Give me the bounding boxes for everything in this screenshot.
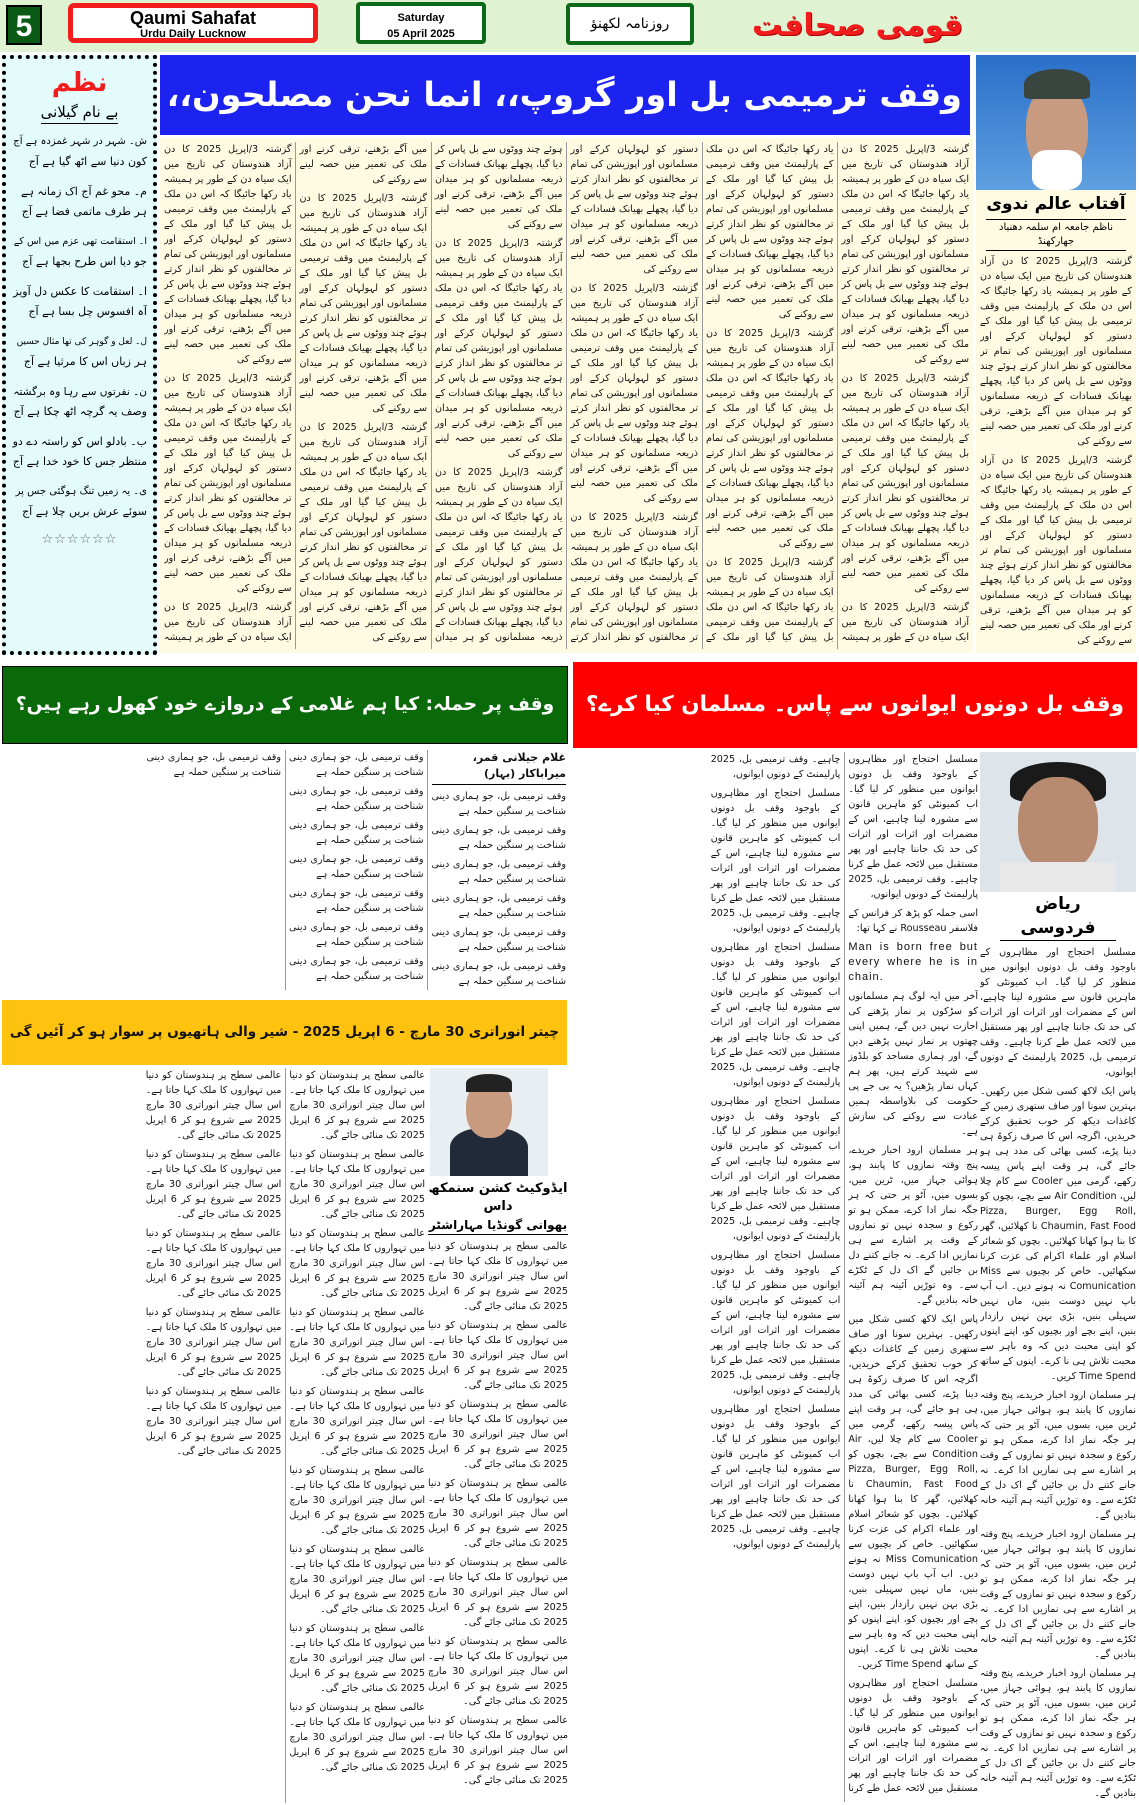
poem-stanza <box>12 182 147 222</box>
article-paragraph: عالمی سطح پر ہندوستان کو دنیا میں تہواروں کا ملک کہا جاتا ہے۔ اس سال چیتر انوراتری 30 مارچ 2025 سے شروع ہو کر 6 اپریل 2025 تک منائی جائے گی۔ <box>145 1149 282 1220</box>
poem-box <box>2 55 157 655</box>
newspaper-logo: قومی صحافت <box>751 8 964 43</box>
article-paragraph: وقف ترمیمی بل، جو ہماری دینی شناخت پر سنگین حملہ ہے <box>289 854 424 880</box>
article-paragraph: عالمی سطح پر ہندوستان کو دنیا میں تہواروں کا ملک کہا جاتا ہے۔ اس سال چیتر انوراتری 30 مارچ 2025 سے شروع ہو کر 6 اپریل 2025 تک منائی جائے گی۔ <box>428 1399 568 1470</box>
article-paragraph: عالمی سطح پر ہندوستان کو دنیا میں تہواروں کا ملک کہا جاتا ہے۔ اس سال چیتر انوراتری 30 مارچ 2025 سے شروع ہو کر 6 اپریل 2025 تک منائی جائے گی۔ <box>289 1228 425 1299</box>
article-paragraph: عالمی سطح پر ہندوستان کو دنیا میں تہواروں کا ملک کہا جاتا ہے۔ اس سال چیتر انوراتری 30 مارچ 2025 سے شروع ہو کر 6 اپریل 2025 تک منائی جائے گی۔ <box>428 1478 568 1549</box>
article-paragraph: گزشتہ 3/اپریل 2025 کا دن آزاد ھندوستان کی تاریخ میں ایک سیاہ دن کے طور پر ہمیشہ یاد رکھا جائیگا کہ اس دن ملک کے پارلیمنٹ میں وقف ترمیمی بل پیش کیا گیا اور ملک کے دستور کو لہولہان کرکے اور مسلمانوں اور اپوزیشن کی تمام تر مخالفتوں کو نظر انداز کرتے ہوئے چند ووٹوں سے بل پاس کر دیا گیا، پچھلے بھیانک فسادات کے ذریعہ مسلمانوں کو ہر میدان میں آگے بڑھنے، ترقی کرنے اور ملک کی تعمیر میں حصہ لینے سے روکنے کی <box>164 373 292 594</box>
article-paragraph: وقف ترمیمی بل، جو ہماری دینی شناخت پر سنگین حملہ ہے <box>431 961 566 987</box>
masthead-title: Qaumi Sahafat <box>129 8 257 28</box>
article1-author-title: ناظم جامعہ ام سلمہ دھنباد جھارکھنڈ <box>986 219 1126 251</box>
date-box <box>356 2 486 44</box>
article-paragraph: وقف ترمیمی بل، جو ہماری دینی شناخت پر سنگین حملہ ہے <box>431 893 566 919</box>
article-paragraph: عالمی سطح پر ہندوستان کو دنیا میں تہواروں کا ملک کہا جاتا ہے۔ اس سال چیتر انوراتری 30 مارچ 2025 سے شروع ہو کر 6 اپریل 2025 تک منائی جائے گی۔ <box>289 1702 425 1773</box>
advice-paragraph: پاس ایک لاکھ کسی شکل میں رکھیں۔ بہترین سونا اور صاف ستھری زمین کے کاغذات دیکھ کر خوب تحقیق کرکے خریدیں، اگرچہ اس کا صرف زکوۃ ہی دینا پڑے، کسی بھائی کی مدد ہی ہو جائے گی، ہر وقت اپنے پاس پیسہ رکھے، گرمی میں Cooler سے کام چلا لیں، Air Condition سے بچے، بچوں کو Pizza, Burger, Egg Roll, Chaumin, Fast Food نا کھلائیں، گھر کا بنا ہوا کھانا کھلائیں۔ بچوں کو شعائر اسلام اور علماء اکرام کی عزت کرنا سکھائیں۔ خاص کر بچیوں سے Miss Comunication نہ ہونے دیں۔ اب آپ باپ نہیں دوست بنیں، ماں نہیں سہیلی بنیں، بڑی بہن نہیں رازدار بنیں، اپنے بچے اور بچیوں کو، اپنے اپنوں کو اپنی محبت دیں کہ وہ باہر سے محبت تلاش ہی نا کرے۔ اپنوں کے ساتھ Time Spend کریں۔ <box>980 1086 1136 1382</box>
headline-article3: وقف بل دونوں ایوانوں سے پاس۔ مسلمان کیا کرے؟ <box>573 662 1137 748</box>
article-paragraph: مسلسل احتجاج اور مظاہروں کے باوجود وقف بل دونوں ایوانوں میں منظور کر لیا گیا۔ اب کمیونٹی کو ماہرین قانون سے مشورہ لینا چاہیے، اس کے مضمرات اور اثرات اور اثرات کی حد تک جاننا چاہیے اور پھر مستقبل میں لائحہ عمل طے کرنا چاہیے۔ وقف ترمیمی بل، 2025 پارلیمنٹ کے دونوں ایوانوں، <box>710 788 841 934</box>
article1-lead: گزشتہ 3/اپریل 2025 کا دن آزاد ھندوستان کی تاریخ میں ایک سیاہ دن کے طور پر ہمیشہ یاد رکھا جائیگا کہ اس دن ملک کے پارلیمنٹ میں وقف ترمیمی بل پیش کیا گیا اور ملک کے دستور کو لہولہان کرکے اور مسلمانوں اور اپوزیشن کی تمام تر مخالفتوں کو نظر انداز کرتے ہوئے چند ووٹوں سے بل پاس کر دیا گیا، پچھلے بھیانک فسادات کے ذریعہ مسلمانوں کو ہر میدان میں آگے بڑھنے، ترقی کرنے اور ملک کی تعمیر میں حصہ لینے سے روکنے کی <box>980 256 1132 447</box>
quote-intro: اسی جملہ کو پڑھ کر فرانس کے فلاسفر Rousseau نے کہا تھا: <box>848 908 978 934</box>
poem-stanza <box>12 282 147 322</box>
star-ornament: ☆☆☆☆☆☆ <box>41 532 118 547</box>
author-photo <box>430 1068 548 1176</box>
poem-line: ی۔ یہ زمیں تنگ ہوگئی جس پر <box>15 486 147 497</box>
article4-location: بھوانی گونڈیا مہاراشٹر <box>428 1216 568 1235</box>
poem-line: ب۔ بادلو اس کو راستہ دے دو <box>12 435 147 448</box>
article-paragraph: گزشتہ 3/اپریل 2025 کا دن آزاد ھندوستان کی تاریخ میں ایک سیاہ دن کے طور پر ہمیشہ یاد رکھا جائیگا کہ اس دن ملک کے پارلیمنٹ میں وقف ترمیمی بل پیش کیا گیا اور ملک کے دستور کو لہولہان کرکے اور مسلمانوں اور اپوزیشن کی تمام تر مخالفتوں کو نظر انداز کرتے ہوئے چند ووٹوں سے بل پاس کر دیا گیا، پچھلے بھیانک فسادات کے ذریعہ مسلمانوں کو ہر میدان میں آگے بڑھنے، ترقی کرنے اور ملک کی تعمیر میں حصہ لینے سے روکنے کی <box>299 144 563 643</box>
article1-body <box>160 138 973 653</box>
poem-line: منتظر جس کا خود خدا ہے آج <box>12 455 147 468</box>
poem-title: نظم <box>51 68 108 98</box>
article-paragraph: مسلسل احتجاج اور مظاہروں کے باوجود وقف بل دونوں ایوانوں میں منظور کر لیا گیا۔ اب کمیونٹی کو ماہرین قانون سے مشورہ لینا چاہیے، اس کے مضمرات اور اثرات اور اثرات کی حد تک جاننا چاہیے اور پھر مستقبل میں لائحہ عمل طے کرنا چاہیے۔ وقف ترمیمی بل، 2025 پارلیمنٹ کے دونوں ایوانوں، <box>710 1404 841 1550</box>
poem-stanza <box>12 382 147 422</box>
poem-stanza <box>12 332 147 372</box>
date: 05 April 2025 <box>387 28 455 40</box>
poem-stanza <box>12 232 147 272</box>
article2-body <box>2 748 568 996</box>
poem-line: ا۔ استقامت کا عکس دل آویز <box>13 285 147 298</box>
daily-label: روزنامہ لکھنؤ <box>566 3 694 45</box>
masthead-subtitle: Urdu Daily Lucknow <box>140 28 246 40</box>
article2-author: غلام جیلانی قمر، میراباکار (بہار) <box>432 750 567 785</box>
masthead <box>68 3 318 43</box>
article-paragraph: وقف ترمیمی بل، جو ہماری دینی شناخت پر سنگین حملہ ہے <box>431 825 566 851</box>
article-paragraph: گزشتہ 3/اپریل 2025 کا دن آزاد ھندوستان کی تاریخ میں ایک سیاہ دن کے طور پر ہمیشہ یاد رکھا جائیگا کہ اس دن ملک کے پارلیمنٹ میں وقف ترمیمی بل پیش کیا گیا اور ملک کے دستور کو لہولہان کرکے اور مسلمانوں اور اپوزیشن کی تمام تر مخالفتوں کو نظر انداز کرتے ہوئے چند ووٹوں سے بل پاس کر دیا گیا، پچھلے بھیانک فسادات کے ذریعہ مسلمانوں کو ہر میدان میں آگے بڑھنے، ترقی کرنے اور ملک کی تعمیر میں حصہ لینے سے روکنے کی <box>435 238 563 459</box>
article-paragraph: عالمی سطح پر ہندوستان کو دنیا میں تہواروں کا ملک کہا جاتا ہے۔ اس سال چیتر انوراتری 30 مارچ 2025 سے شروع ہو کر 6 اپریل 2025 تک منائی جائے گی۔ <box>289 1386 425 1457</box>
article-paragraph: وقف ترمیمی بل، جو ہماری دینی شناخت پر سنگین حملہ ہے <box>146 752 281 778</box>
article-paragraph: عالمی سطح پر ہندوستان کو دنیا میں تہواروں کا ملک کہا جاتا ہے۔ اس سال چیتر انوراتری 30 مارچ 2025 سے شروع ہو کر 6 اپریل 2025 تک منائی جائے گی۔ <box>428 1557 568 1628</box>
article3-body <box>573 752 978 1802</box>
article-paragraph: عالمی سطح پر ہندوستان کو دنیا میں تہواروں کا ملک کہا جاتا ہے۔ اس سال چیتر انوراتری 30 مارچ 2025 سے شروع ہو کر 6 اپریل 2025 تک منائی جائے گی۔ <box>289 1623 425 1694</box>
poem-line: جو دیا اس طرح بجھا ہے آج <box>22 255 147 268</box>
poem-line: سوئے عرش بریں چلا ہے آج <box>22 505 147 518</box>
poem-stanza <box>12 482 147 522</box>
headline-article2: وقف پر حملہ: کیا ہم غلامی کے دروازے خود کھول رہے ہیں؟ <box>2 666 568 744</box>
poem-line: م۔ محو غم آج اک زمانہ ہے <box>21 185 147 198</box>
article-paragraph: عالمی سطح پر ہندوستان کو دنیا میں تہواروں کا ملک کہا جاتا ہے۔ اس سال چیتر انوراتری 30 مارچ 2025 سے شروع ہو کر 6 اپریل 2025 تک منائی جائے گی۔ <box>428 1320 568 1391</box>
poem-line: ہر طرف ماتمی فضا ہے آج <box>21 205 147 218</box>
day: Saturday <box>397 12 445 24</box>
poem-stanza <box>12 132 147 172</box>
article-paragraph: وقف ترمیمی بل، جو ہماری دینی شناخت پر سنگین حملہ ہے <box>289 956 424 982</box>
poem-poet: بے نام گیلانی <box>41 103 119 124</box>
poem-line: آہ افسوس چل بسا ہے آج <box>28 305 147 318</box>
poem-line: ہر زباں اس کا مرثیا ہے آج <box>23 355 147 368</box>
article4-author: ایڈوکیٹ کشن سنمکھ داس <box>428 1181 568 1214</box>
poem-line: ا۔ استقامت تھی عزم میں اس کے <box>13 236 147 247</box>
poem-stanzas <box>12 132 147 522</box>
article-paragraph: وقف ترمیمی بل، جو ہماری دینی شناخت پر سنگین حملہ ہے <box>289 888 424 914</box>
article-paragraph: گزشتہ 3/اپریل 2025 کا دن آزاد ھندوستان کی تاریخ میں ایک سیاہ دن کے طور پر ہمیشہ یاد رکھا جائیگا کہ اس دن ملک کے پارلیمنٹ میں وقف ترمیمی بل پیش کیا گیا اور ملک کے دستور کو لہولہان کرکے اور مسلمانوں اور اپوزیشن کی تمام تر مخالفتوں کو نظر انداز کرتے ہوئے چند ووٹوں سے بل پاس کر دیا گیا، پچھلے بھیانک فسادات کے ذریعہ مسلمانوں کو ہر میدان میں آگے بڑھنے، ترقی کرنے اور ملک کی تعمیر میں حصہ لینے سے روکنے کی <box>570 283 698 504</box>
article-paragraph: ہر مسلمان ارود اخبار خریدے، پنج وقتہ نمازوں کا پابند ہو، ہوائی جہاز میں، ٹرین میں، بسوں میں، آٹو پر حتی کہ ہر جگہ نماز ادا کرے، ممکن ہو تو رکوع و سجدہ نہیں تو نمازوں کے وقت پر اشارے سے ہی نمازیں ادا کرے۔ نہ جانے کتنے دل بن جائیں گے اک دل کے ٹکڑے سے۔ وہ توڑیں آئینہ ہم آئینہ خانہ بنادیں گے۔ <box>980 1529 1136 1660</box>
article-paragraph: عالمی سطح پر ہندوستان کو دنیا میں تہواروں کا ملک کہا جاتا ہے۔ اس سال چیتر انوراتری 30 مارچ 2025 سے شروع ہو کر 6 اپریل 2025 تک منائی جائے گی۔ <box>145 1228 282 1299</box>
article4-body-continued <box>428 1180 568 1802</box>
article-paragraph: گزشتہ 3/اپریل 2025 کا دن آزاد ھندوستان کی تاریخ میں ایک سیاہ دن کے طور پر ہمیشہ یاد رکھا جائیگا کہ اس دن ملک کے پارلیمنٹ میں وقف ترمیمی بل پیش کیا گیا اور ملک کے دستور کو لہولہان کرکے اور مسلمانوں اور اپوزیشن کی تمام تر مخالفتوں کو نظر انداز کرتے ہوئے چند ووٹوں سے بل پاس کر دیا گیا، پچھلے بھیانک فسادات کے ذریعہ مسلمانوں کو ہر میدان میں آگے بڑھنے، ترقی کرنے اور ملک کی تعمیر میں حصہ لینے سے روکنے کی <box>706 144 969 643</box>
quote-english: Man is born free but every where he is in chain. <box>848 941 978 983</box>
article1-lead-cont: گزشتہ 3/اپریل 2025 کا دن آزاد ھندوستان کی تاریخ میں ایک سیاہ دن کے طور پر ہمیشہ یاد رکھا جائیگا کہ اس دن ملک کے پارلیمنٹ میں وقف ترمیمی بل پیش کیا گیا اور ملک کے دستور کو لہولہان کرکے اور مسلمانوں اور اپوزیشن کی تمام تر مخالفتوں کو نظر انداز کرتے ہوئے چند ووٹوں سے بل پاس کر دیا گیا، پچھلے بھیانک فسادات کے ذریعہ مسلمانوں کو ہر میدان میں آگے بڑھنے، ترقی کرنے اور ملک کی تعمیر میں حصہ لینے سے روکنے کی <box>980 455 1132 646</box>
travel-paragraph: ہر مسلمان ارود اخبار خریدے، پنج وقتہ نمازوں کا پابند ہو، ہوائی جہاز میں، ٹرین میں، بسوں میں، آٹو پر حتی کہ ہر جگہ نماز ادا کرے، ممکن ہو تو رکوع و سجدہ نہیں تو نمازوں کے وقت پر اشارے سے ہی نمازیں ادا کرے۔ نہ جانے کتنے دل بن جائیں گے اک دل کے ٹکڑے سے۔ وہ توڑیں آئینہ ہم آئینہ خانہ بنادیں گے۔ <box>848 1145 978 1306</box>
article-paragraph: وقف ترمیمی بل، جو ہماری دینی شناخت پر سنگین حملہ ہے <box>431 791 566 817</box>
article-paragraph: عالمی سطح پر ہندوستان کو دنیا میں تہواروں کا ملک کہا جاتا ہے۔ اس سال چیتر انوراتری 30 مارچ 2025 سے شروع ہو کر 6 اپریل 2025 تک منائی جائے گی۔ <box>145 1070 282 1141</box>
article-paragraph: عالمی سطح پر ہندوستان کو دنیا میں تہواروں کا ملک کہا جاتا ہے۔ اس سال چیتر انوراتری 30 مارچ 2025 سے شروع ہو کر 6 اپریل 2025 تک منائی جائے گی۔ <box>289 1465 425 1536</box>
article1-author: آفتاب عالم ندوی <box>986 194 1126 214</box>
article-paragraph: وقف ترمیمی بل، جو ہماری دینی شناخت پر سنگین حملہ ہے <box>431 927 566 953</box>
article-paragraph: عالمی سطح پر ہندوستان کو دنیا میں تہواروں کا ملک کہا جاتا ہے۔ اس سال چیتر انوراتری 30 مارچ 2025 سے شروع ہو کر 6 اپریل 2025 تک منائی جائے گی۔ <box>289 1307 425 1378</box>
article-paragraph: گزشتہ 3/اپریل 2025 کا دن آزاد ھندوستان کی تاریخ میں ایک سیاہ دن کے طور پر ہمیشہ یاد رکھا جائیگا کہ اس دن ملک کے پارلیمنٹ میں وقف ترمیمی بل پیش کیا گیا اور ملک کے دستور کو لہولہان کرکے اور مسلمانوں اور اپوزیشن کی تمام تر مخالفتوں کو نظر انداز کرتے ہوئے چند ووٹوں سے بل پاس کر دیا گیا، پچھلے بھیانک فسادات کے ذریعہ مسلمانوں کو ہر میدان میں آگے بڑھنے، ترقی کرنے اور ملک کی تعمیر میں حصہ لینے سے روکنے کی <box>841 144 969 365</box>
article-paragraph: گزشتہ 3/اپریل 2025 کا دن آزاد ھندوستان کی تاریخ میں ایک سیاہ دن کے طور پر ہمیشہ یاد رکھا جائیگا کہ اس دن ملک کے پارلیمنٹ میں وقف ترمیمی بل پیش کیا گیا اور ملک کے دستور کو لہولہان کرکے اور مسلمانوں اور اپوزیشن کی تمام تر مخالفتوں کو نظر انداز کرتے ہوئے چند ووٹوں سے بل پاس کر دیا گیا، پچھلے بھیانک فسادات کے ذریعہ مسلمانوں کو ہر میدان میں آگے بڑھنے، ترقی کرنے اور ملک کی تعمیر میں حصہ لینے سے روکنے کی <box>299 193 427 414</box>
article-paragraph: عالمی سطح پر ہندوستان کو دنیا میں تہواروں کا ملک کہا جاتا ہے۔ اس سال چیتر انوراتری 30 مارچ 2025 سے شروع ہو کر 6 اپریل 2025 تک منائی جائے گی۔ <box>428 1636 568 1707</box>
article-paragraph: مسلسل احتجاج اور مظاہروں کے باوجود وقف بل دونوں ایوانوں میں منظور کر لیا گیا۔ اب کمیونٹی کو ماہرین قانون سے مشورہ لینا چاہیے، اس کے مضمرات اور اثرات اور اثرات کی حد تک جاننا چاہیے اور پھر مستقبل میں لائحہ عمل طے کرنا چاہیے۔ وقف ترمیمی بل، 2025 پارلیمنٹ کے دونوں ایوانوں، <box>710 1096 841 1242</box>
article4-body <box>2 1068 425 1803</box>
article-paragraph: عالمی سطح پر ہندوستان کو دنیا میں تہواروں کا ملک کہا جاتا ہے۔ اس سال چیتر انوراتری 30 مارچ 2025 سے شروع ہو کر 6 اپریل 2025 تک منائی جائے گی۔ <box>289 1149 425 1220</box>
article-paragraph: عالمی سطح پر ہندوستان کو دنیا میں تہواروں کا ملک کہا جاتا ہے۔ اس سال چیتر انوراتری 30 مارچ 2025 سے شروع ہو کر 6 اپریل 2025 تک منائی جائے گی۔ <box>428 1715 568 1786</box>
article-paragraph: مسلسل احتجاج اور مظاہروں کے باوجود وقف بل دونوں ایوانوں میں منظور کر لیا گیا۔ اب کمیونٹی کو ماہرین قانون سے مشورہ لینا چاہیے، اس کے مضمرات اور اثرات اور اثرات کی حد تک جاننا چاہیے اور پھر مستقبل میں لائحہ عمل طے کرنا چاہیے۔ وقف ترمیمی بل، 2025 پارلیمنٹ کے دونوں ایوانوں، <box>710 942 841 1088</box>
article1-byline-column <box>976 190 1136 653</box>
article-paragraph: گزشتہ 3/اپریل 2025 کا دن آزاد ھندوستان کی تاریخ میں ایک سیاہ دن کے طور پر ہمیشہ یاد رکھا جائیگا کہ اس دن ملک کے پارلیمنٹ میں وقف ترمیمی بل پیش کیا گیا اور ملک کے دستور کو لہولہان کرکے اور مسلمانوں اور اپوزیشن کی تمام تر مخالفتوں کو نظر انداز کرتے ہوئے چند ووٹوں سے بل پاس کر دیا گیا، پچھلے بھیانک فسادات کے ذریعہ مسلمانوں کو ہر میدان میں آگے بڑھنے، ترقی کرنے اور ملک کی تعمیر میں حصہ لینے سے روکنے کی <box>164 144 292 365</box>
poem-line: ن۔ نفرتوں سے رہا وہ برگشتہ <box>13 386 147 398</box>
author-photo <box>976 55 1136 190</box>
author-photo <box>980 752 1136 892</box>
headline-article1: وقف ترمیمی بل اور گروپ،، انما نحن مصلحون،، <box>160 55 970 135</box>
advice-paragraph: پاس ایک لاکھ کسی شکل میں رکھیں۔ بہترین سونا اور صاف ستھری زمین کے کاغذات دیکھ کر خوب تحقیق کرکے خریدیں، اگرچہ اس کا صرف زکوۃ ہی دینا پڑے، کسی بھائی کی مدد ہی ہو جائے گی، ہر وقت اپنے پاس پیسہ رکھے، گرمی میں Cooler سے کام چلا لیں، Air Condition سے بچے، بچوں کو Pizza, Burger, Egg Roll, Chaumin, Fast Food نا کھلائیں، گھر کا بنا ہوا کھانا کھلائیں۔ بچوں کو شعائر اسلام اور علماء اکرام کی عزت کرنا سکھائیں۔ خاص کر بچیوں سے Miss Comunication نہ ہونے دیں۔ اب آپ باپ نہیں دوست بنیں، ماں نہیں سہیلی بنیں، بڑی بہن نہیں رازدار بنیں، اپنے بچے اور بچیوں کو، اپنے اپنوں کو اپنی محبت دیں کہ وہ باہر سے محبت تلاش ہی نا کرے۔ اپنوں کے ساتھ Time Spend کریں۔ <box>848 1314 978 1670</box>
article-paragraph: گزشتہ 3/اپریل 2025 کا دن آزاد ھندوستان کی تاریخ میں ایک سیاہ دن کے طور پر ہمیشہ یاد رکھا جائیگا کہ اس دن ملک کے پارلیمنٹ میں وقف ترمیمی بل پیش کیا گیا اور ملک کے دستور کو لہولہان کرکے اور مسلمانوں اور اپوزیشن کی تمام تر مخالفتوں کو نظر انداز کرتے ہوئے چند ووٹوں سے بل پاس کر دیا گیا، پچھلے بھیانک فسادات کے ذریعہ مسلمانوں کو ہر میدان میں آگے بڑھنے، ترقی کرنے اور ملک کی تعمیر میں حصہ لینے سے روکنے کی <box>435 144 698 643</box>
article3-byline-column <box>980 892 1136 1802</box>
article-paragraph: گزشتہ 3/اپریل 2025 کا دن آزاد ھندوستان کی تاریخ میں ایک سیاہ دن کے طور پر ہمیشہ یاد رکھا جائیگا کہ اس دن ملک کے پارلیمنٹ میں وقف ترمیمی بل پیش کیا گیا اور ملک کے دستور کو لہولہان کرکے اور مسلمانوں اور اپوزیشن کی تمام تر مخالفتوں کو نظر انداز کرتے ہوئے چند ووٹوں سے بل پاس کر دیا گیا، پچھلے بھیانک فسادات کے ذریعہ مسلمانوں کو ہر میدان میں آگے بڑھنے، ترقی کرنے اور ملک کی تعمیر میں حصہ لینے سے روکنے کی <box>841 373 969 594</box>
article3-paragraph: مسلسل احتجاج اور مظاہروں کے باوجود وقف بل دونوں ایوانوں میں منظور کر لیا گیا۔ اب کمیونٹی کو ماہرین قانون سے مشورہ لینا چاہیے، اس کے مضمرات اور اثرات اور اثرات کی حد تک جاننا چاہیے اور پھر مستقبل میں لائحہ عمل طے کرنا چاہیے۔ وقف ترمیمی بل، 2025 پارلیمنٹ کے دونوں ایوانوں، <box>848 754 978 900</box>
article-paragraph: وقف ترمیمی بل، جو ہماری دینی شناخت پر سنگین حملہ ہے <box>289 922 424 948</box>
article-paragraph: ہر مسلمان ارود اخبار خریدے، پنج وقتہ نمازوں کا پابند ہو، ہوائی جہاز میں، ٹرین میں، بسوں میں، آٹو پر حتی کہ ہر جگہ نماز ادا کرے، ممکن ہو تو رکوع و سجدہ نہیں تو نمازوں کے وقت پر اشارے سے ہی نمازیں ادا کرے۔ نہ جانے کتنے دل بن جائیں گے اک دل کے ٹکڑے سے۔ وہ توڑیں آئینہ ہم آئینہ خانہ بنادیں گے۔ <box>980 1390 1136 1521</box>
headline-article4: چیتر انوراتری 30 مارچ - 6 اپریل 2025 - شیر والی ہاتھیوں پر سوار ہو کر آئیں گی <box>2 1000 567 1065</box>
poem-line: کون دنیا سے اٹھ گیا ہے آج <box>28 155 147 168</box>
prayer-paragraph: آخر میں ایہ لوگ ہم مسلمانوں کو سڑکوں پر نماز پڑھنے کی اجازت نہیں دیں گے، ہمیں اپنی چھتوں پر نماز نہیں پڑھنے دیں گے، اور ہماری مساجد کو بلڈوز سے شہید کرتے ہیں، پھر ہم کہاں نماز پڑھیں؟ یہ بی جے پی حکومت کی بلاواسطہ ہمیں عبادت سے روکنے کی سازش ہے۔ <box>848 991 978 1137</box>
article-paragraph: وقف ترمیمی بل، جو ہماری دینی شناخت پر سنگین حملہ ہے <box>289 752 424 778</box>
article-paragraph: عالمی سطح پر ہندوستان کو دنیا میں تہواروں کا ملک کہا جاتا ہے۔ اس سال چیتر انوراتری 30 مارچ 2025 سے شروع ہو کر 6 اپریل 2025 تک منائی جائے گی۔ <box>289 1070 425 1141</box>
article-paragraph: گزشتہ 3/اپریل 2025 کا دن آزاد ھندوستان کی تاریخ میں ایک سیاہ دن کے طور پر ہمیشہ یاد رکھا جائیگا کہ اس دن ملک کے پارلیمنٹ میں وقف ترمیمی بل پیش کیا گیا اور ملک کے دستور کو لہولہان کرکے اور مسلمانوں اور اپوزیشن کی تمام تر مخالفتوں کو نظر انداز کرتے ہوئے چند ووٹوں سے بل پاس کر دیا گیا، پچھلے بھیانک فسادات کے ذریعہ مسلمانوں کو ہر میدان میں آگے بڑھنے، ترقی کرنے اور ملک کی تعمیر میں حصہ لینے سے روکنے کی <box>299 422 427 643</box>
article-paragraph: ہر مسلمان ارود اخبار خریدے، پنج وقتہ نمازوں کا پابند ہو، ہوائی جہاز میں، ٹرین میں، بسوں میں، آٹو پر حتی کہ ہر جگہ نماز ادا کرے، ممکن ہو تو رکوع و سجدہ نہیں تو نمازوں کے وقت پر اشارے سے ہی نمازیں ادا کرے۔ نہ جانے کتنے دل بن جائیں گے اک دل کے ٹکڑے سے۔ وہ توڑیں آئینہ ہم آئینہ خانہ بنادیں گے۔ <box>980 1668 1136 1799</box>
article3-author: ریاض فردوسی <box>1000 892 1116 941</box>
page-number: 5 <box>6 5 42 45</box>
article-paragraph: مسلسل احتجاج اور مظاہروں کے باوجود وقف بل دونوں ایوانوں میں منظور کر لیا گیا۔ اب کمیونٹی کو ماہرین قانون سے مشورہ لینا چاہیے، اس کے مضمرات اور اثرات اور اثرات کی حد تک جاننا چاہیے اور پھر مستقبل میں لائحہ عمل طے کرنا چاہیے۔ وقف ترمیمی بل، 2025 پارلیمنٹ کے دونوں ایوانوں، <box>710 1250 841 1396</box>
poem-stanza <box>12 432 147 472</box>
article-paragraph: عالمی سطح پر ہندوستان کو دنیا میں تہواروں کا ملک کہا جاتا ہے۔ اس سال چیتر انوراتری 30 مارچ 2025 سے شروع ہو کر 6 اپریل 2025 تک منائی جائے گی۔ <box>428 1241 568 1312</box>
article-paragraph: وقف ترمیمی بل، جو ہماری دینی شناخت پر سنگین حملہ ہے <box>289 820 424 846</box>
poem-line: ل۔ لعل و گوہر کی تھا مثال حسیں <box>16 337 147 347</box>
poem-line: وصف یہ گرچہ اٹھ چکا ہے آج <box>13 405 147 418</box>
article-paragraph: عالمی سطح پر ہندوستان کو دنیا میں تہواروں کا ملک کہا جاتا ہے۔ اس سال چیتر انوراتری 30 مارچ 2025 سے شروع ہو کر 6 اپریل 2025 تک منائی جائے گی۔ <box>145 1307 282 1378</box>
article-paragraph: مسلسل احتجاج اور مظاہروں کے باوجود وقف بل دونوں ایوانوں میں منظور کر لیا گیا۔ اب کمیونٹی کو ماہرین قانون سے مشورہ لینا چاہیے، اس کے مضمرات اور اثرات اور اثرات کی حد تک جاننا چاہیے اور پھر مستقبل میں لائحہ عمل طے کرنا چاہیے۔ وقف ترمیمی بل، 2025 پارلیمنٹ کے دونوں ایوانوں، <box>710 754 978 1794</box>
article-paragraph: گزشتہ 3/اپریل 2025 کا دن آزاد ھندوستان کی تاریخ میں ایک سیاہ دن کے طور پر ہمیشہ یاد رکھا جائیگا کہ اس دن ملک کے پارلیمنٹ میں وقف ترمیمی بل پیش کیا گیا اور ملک کے دستور کو لہولہان کرکے اور مسلمانوں اور اپوزیشن کی تمام تر مخالفتوں کو نظر انداز کرتے ہوئے چند ووٹوں سے بل پاس کر دیا گیا، پچھلے بھیانک فسادات کے ذریعہ مسلمانوں کو ہر میدان میں آگے بڑھنے، ترقی کرنے اور ملک کی تعمیر میں حصہ لینے سے روکنے کی <box>570 144 834 643</box>
article-paragraph: عالمی سطح پر ہندوستان کو دنیا میں تہواروں کا ملک کہا جاتا ہے۔ اس سال چیتر انوراتری 30 مارچ 2025 سے شروع ہو کر 6 اپریل 2025 تک منائی جائے گی۔ <box>145 1386 282 1457</box>
article-paragraph: عالمی سطح پر ہندوستان کو دنیا میں تہواروں کا ملک کہا جاتا ہے۔ اس سال چیتر انوراتری 30 مارچ 2025 سے شروع ہو کر 6 اپریل 2025 تک منائی جائے گی۔ <box>289 1544 425 1615</box>
poem-line: ش۔ شہر در شہر غمزدہ ہے آج <box>13 136 147 147</box>
article-paragraph: گزشتہ 3/اپریل 2025 کا دن آزاد ھندوستان کی تاریخ میں ایک سیاہ دن کے طور پر ہمیشہ <box>164 602 292 643</box>
article-paragraph: وقف ترمیمی بل، جو ہماری دینی شناخت پر سنگین حملہ ہے <box>431 859 566 885</box>
article-paragraph: وقف ترمیمی بل، جو ہماری دینی شناخت پر سنگین حملہ ہے <box>289 786 424 812</box>
article-paragraph: گزشتہ 3/اپریل 2025 کا دن آزاد ھندوستان کی تاریخ میں ایک سیاہ دن کے طور پر ہمیشہ یاد رکھا جائیگا کہ اس دن ملک کے پارلیمنٹ میں وقف ترمیمی بل پیش کیا گیا اور ملک کے دستور کو لہولہان کرکے اور مسلمانوں اور اپوزیشن کی تمام تر مخالفتوں کو نظر انداز کرتے ہوئے چند ووٹوں سے بل پاس کر دیا گیا، پچھلے بھیانک فسادات کے ذریعہ مسلمانوں کو ہر میدان میں آگے بڑھنے، ترقی کرنے اور ملک کی تعمیر میں حصہ لینے سے روکنے کی <box>706 328 834 549</box>
article3-lead: مسلسل احتجاج اور مظاہروں کے باوجود وقف بل دونوں ایوانوں میں منظور کر لیا گیا۔ اب کمیونٹی کو ماہرین قانون سے مشورہ لینا چاہیے، اس کے مضمرات اور اثرات اور اثرات کی حد تک جاننا چاہیے اور پھر مستقبل میں لائحہ عمل طے کرنا چاہیے۔ وقف ترمیمی بل، 2025 پارلیمنٹ کے دونوں ایوانوں، <box>980 947 1136 1078</box>
